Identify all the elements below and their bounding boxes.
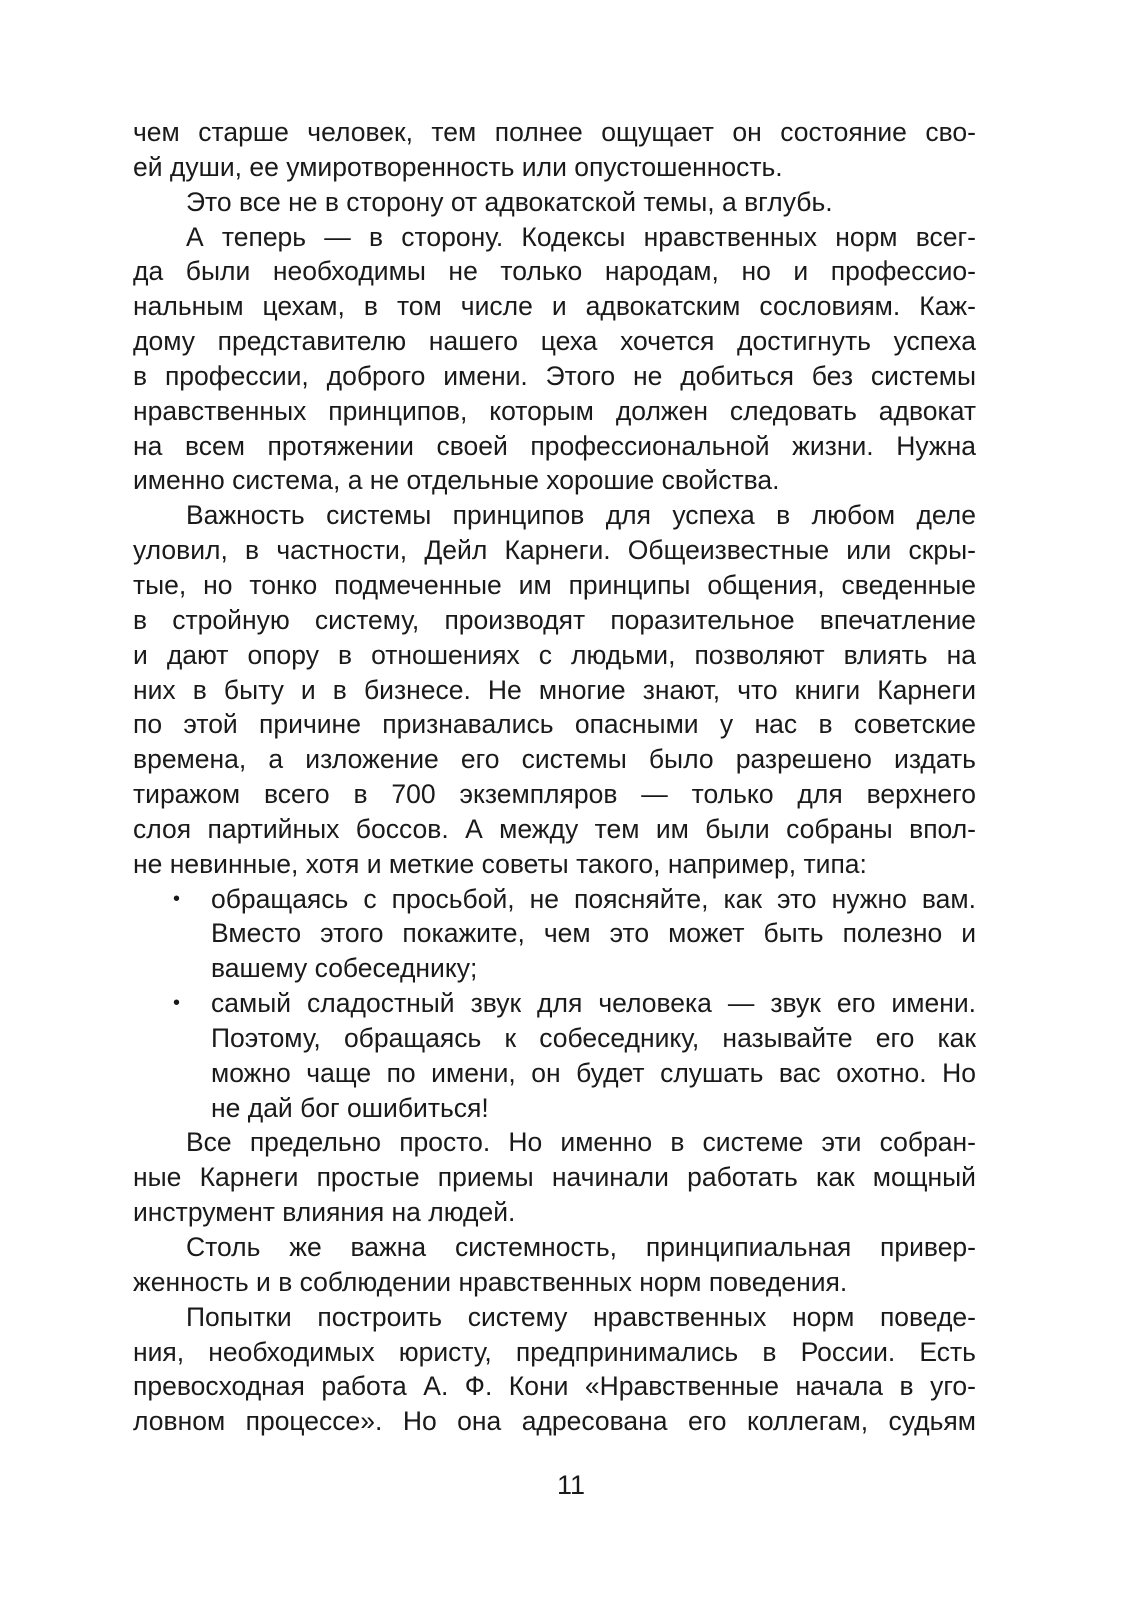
bullet-icon: • bbox=[173, 992, 181, 1015]
bullet-icon: • bbox=[173, 887, 181, 910]
line-text: превосходная работа А. Ф. Кони «Нравственные начала в уго- bbox=[133, 1371, 976, 1402]
line-text: на всем протяжении своей профессиональной жизни. Нужна bbox=[133, 430, 976, 461]
line-text: не дай бог ошибиться! bbox=[211, 1092, 489, 1123]
text-line bbox=[133, 1300, 976, 1335]
text-line bbox=[133, 707, 976, 742]
line-text: и дают опору в отношениях с людьми, позволяют влиять на bbox=[133, 639, 976, 670]
text-line bbox=[133, 568, 976, 603]
line-text: Вместо этого покажите, чем это может быть полезно и bbox=[211, 918, 976, 949]
bullet-list-line bbox=[133, 1056, 976, 1091]
page-body-text bbox=[133, 115, 976, 1439]
line-text: чем старше человек, тем полнее ощущает он состояние сво- bbox=[133, 117, 976, 147]
text-line bbox=[133, 1125, 976, 1160]
line-text: в стройную систему, производят поразительное впечатление bbox=[133, 604, 976, 635]
line-text: Это все не в сторону от адвокатской темы, а вглубь. bbox=[186, 186, 833, 217]
line-text: вашему собеседнику; bbox=[211, 953, 478, 984]
bullet-list-line bbox=[133, 882, 976, 917]
text-line bbox=[133, 1160, 976, 1195]
line-text: времена, а изложение его системы было разрешено издать bbox=[133, 744, 976, 775]
text-line bbox=[133, 1369, 976, 1404]
text-line bbox=[133, 150, 976, 185]
text-line bbox=[133, 1404, 976, 1439]
text-line bbox=[133, 742, 976, 777]
text-line bbox=[133, 673, 976, 708]
bullet-list-line bbox=[133, 986, 976, 1021]
text-line bbox=[133, 324, 976, 359]
line-text: слоя партийных боссов. А между тем им были собраны впол- bbox=[133, 813, 976, 844]
line-text: да были необходимы не только народам, но и профессио- bbox=[133, 256, 976, 287]
text-line bbox=[133, 1195, 976, 1230]
line-text: них в быту и в бизнесе. Не многие знают, что книги Карнеги bbox=[133, 674, 976, 705]
line-text: ей души, ее умиротворенность или опустошенность. bbox=[133, 151, 783, 182]
text-line bbox=[133, 847, 976, 882]
text-line bbox=[133, 289, 976, 324]
line-text: самый сладостный звук для человека — звук его имени. bbox=[211, 988, 976, 1019]
text-line bbox=[133, 394, 976, 429]
line-text: нравственных принципов, которым должен следовать адвокат bbox=[133, 395, 976, 426]
line-text: не невинные, хотя и меткие советы такого, например, типа: bbox=[133, 848, 867, 879]
line-text: ловном процессе». Но она адресована его коллегам, судьям bbox=[133, 1406, 976, 1437]
line-text: тиражом всего в 700 экземпляров — только для верхнего bbox=[133, 779, 976, 810]
bullet-list-line bbox=[133, 916, 976, 951]
line-text: Попытки построить систему нравственных норм поведе- bbox=[186, 1301, 976, 1332]
text-line bbox=[133, 115, 976, 150]
page-number: 11 bbox=[556, 1470, 586, 1500]
line-text: инструмент влияния на людей. bbox=[133, 1197, 516, 1228]
line-text: А теперь — в сторону. Кодексы нравственных норм всег- bbox=[186, 221, 976, 252]
line-text: дому представителю нашего цеха хочется достигнуть успеха bbox=[133, 326, 976, 357]
text-line bbox=[133, 498, 976, 533]
text-line bbox=[133, 603, 976, 638]
bullet-list-line bbox=[133, 1091, 976, 1126]
text-line bbox=[133, 1335, 976, 1370]
line-text: Важность системы принципов для успеха в любом деле bbox=[186, 500, 976, 531]
text-line bbox=[133, 533, 976, 568]
text-line bbox=[133, 359, 976, 394]
line-text: ные Карнеги простые приемы начинали работать как мощный bbox=[133, 1162, 976, 1193]
text-line bbox=[133, 463, 976, 498]
line-text: женность и в соблюдении нравственных норм поведения. bbox=[133, 1266, 848, 1297]
line-text: в профессии, доброго имени. Этого не добиться без системы bbox=[133, 360, 976, 391]
line-text: именно система, а не отдельные хорошие свойства. bbox=[133, 465, 780, 496]
line-text: Все предельно просто. Но именно в системе эти собран- bbox=[186, 1127, 976, 1158]
text-line bbox=[133, 812, 976, 847]
line-text: Поэтому, обращаясь к собеседнику, называйте его как bbox=[211, 1022, 976, 1053]
text-line bbox=[133, 220, 976, 255]
text-line bbox=[133, 777, 976, 812]
text-line bbox=[133, 254, 976, 289]
bullet-list-line bbox=[133, 951, 976, 986]
bullet-list-line bbox=[133, 1021, 976, 1056]
text-line bbox=[133, 429, 976, 464]
text-line bbox=[133, 638, 976, 673]
line-text: уловил, в частности, Дейл Карнеги. Общеизвестные или скры- bbox=[133, 535, 976, 566]
line-text: ния, необходимых юристу, предпринимались в России. Есть bbox=[133, 1336, 976, 1367]
text-line bbox=[133, 1230, 976, 1265]
line-text: нальным цехам, в том числе и адвокатским сословиям. Каж- bbox=[133, 291, 976, 322]
text-line bbox=[133, 185, 976, 220]
line-text: тые, но тонко подмеченные им принципы общения, сведенные bbox=[133, 569, 976, 600]
line-text: по этой причине признавались опасными у нас в советские bbox=[133, 709, 976, 740]
text-line bbox=[133, 1265, 976, 1300]
line-text: Столь же важна системность, принципиальная привер- bbox=[186, 1232, 976, 1262]
line-text: обращаясь с просьбой, не поясняйте, как это нужно вам. bbox=[211, 883, 976, 914]
line-text: можно чаще по имени, он будет слушать вас охотно. Но bbox=[211, 1057, 976, 1088]
